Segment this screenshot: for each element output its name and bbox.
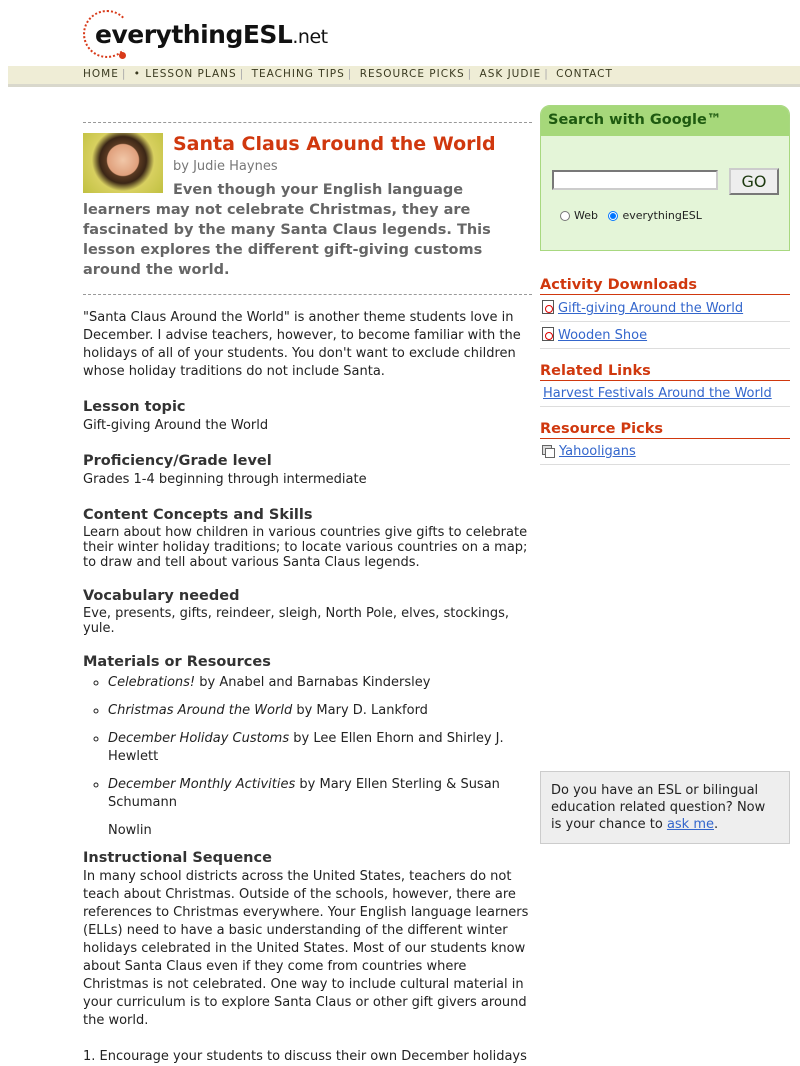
heading: Content Concepts and Skills bbox=[83, 507, 313, 523]
intro: Even though your English language learners may not celebrate Christmas, they are fascinated by the many Santa Claus legends. This lesson explores the different gift-giving customs around the world. bbox=[83, 182, 491, 278]
divider bbox=[83, 294, 532, 295]
main-nav: HOME | • LESSON PLANS | TEACHING TIPS | RESOURCE PICKS | ASK JUDIE | CONTACT bbox=[8, 66, 800, 87]
text: Eve, presents, gifts, reindeer, sleigh, North Pole, elves, stockings, yule. bbox=[83, 606, 510, 636]
site-logo[interactable]: everythingESL.net bbox=[83, 8, 303, 58]
heading: Vocabulary needed bbox=[83, 588, 240, 604]
text: Grades 1-4 beginning through intermediate bbox=[83, 472, 367, 487]
related-heading: Related Links bbox=[540, 363, 790, 381]
pick-link[interactable]: Yahooligans bbox=[559, 444, 636, 459]
page-title: Santa Claus Around the World bbox=[173, 133, 496, 155]
search-input[interactable] bbox=[552, 170, 718, 190]
paragraph: "Santa Claus Around the World" is another theme students love in December. I advise teachers, however, to become familiar with the holidays of all of your students. You don't want to exclude children whose holiday traditions do not include Santa. bbox=[83, 310, 521, 379]
nav-resource-picks[interactable]: RESOURCE PICKS bbox=[359, 68, 465, 80]
list-item: ◦ December Monthly Activities by Mary Ellen Sterling & Susan Schumann bbox=[108, 776, 532, 812]
heading: Lesson topic bbox=[83, 399, 186, 415]
text: Learn about how children in various countries give gifts to celebrate their winter holiday traditions; to locate various countries on a map; to draw and tell about various Santa Claus legends. bbox=[83, 525, 528, 570]
go-button[interactable]: GO bbox=[729, 168, 779, 195]
heading: Instructional Sequence bbox=[83, 850, 272, 866]
search-title: Search with Google™ bbox=[541, 106, 789, 136]
heading: Materials or Resources bbox=[83, 654, 271, 670]
downloads-heading: Activity Downloads bbox=[540, 277, 790, 295]
article bbox=[83, 122, 532, 1066]
ask-me-link[interactable]: ask me bbox=[666, 817, 714, 832]
list-item: ◦ December Holiday Customs by Lee Ellen Ehorn and Shirley J. Hewlett bbox=[108, 730, 532, 766]
google-search-box: Search with Google™ GO Web everythingESL bbox=[540, 105, 790, 251]
radio-everythingesl[interactable] bbox=[608, 211, 618, 221]
pdf-icon bbox=[542, 300, 554, 314]
nav-teaching-tips[interactable]: TEACHING TIPS bbox=[251, 68, 345, 80]
nav-ask-judie[interactable]: ASK JUDIE bbox=[479, 68, 542, 80]
sidebar bbox=[540, 105, 790, 465]
download-link[interactable]: Gift-giving Around the World bbox=[558, 301, 744, 316]
radio-web[interactable] bbox=[560, 211, 570, 221]
nav-home[interactable]: HOME bbox=[83, 68, 119, 80]
list-item: ◦ Christmas Around the World by Mary D. Lankford bbox=[108, 702, 532, 720]
heading: Proficiency/Grade level bbox=[83, 453, 272, 469]
nav-lesson-plans[interactable]: • LESSON PLANS bbox=[133, 68, 237, 80]
download-link[interactable]: Wooden Shoe bbox=[558, 328, 648, 343]
window-icon bbox=[542, 445, 554, 457]
nav-contact[interactable]: CONTACT bbox=[556, 68, 613, 80]
ask-box: Do you have an ESL or bilingual education related question? Now is your chance to ask me. bbox=[540, 771, 790, 844]
author-photo bbox=[83, 133, 163, 193]
pdf-icon bbox=[542, 327, 554, 341]
related-link[interactable]: Harvest Festivals Around the World bbox=[543, 386, 772, 401]
text: In many school districts across the United States, teachers do not teach about Christmas. Outside of the schools, however, there are references to Christmas everywhere. Your English language learners (ELLs) need to have a basic understanding of the different winter holidays celebrated in the United States. Most of our students know about Santa Claus even if they come from countries where Christmas is not celebrated. One way to include cultural material in your curriculum is to explore Santa Claus or other gift givers around the world. bbox=[83, 869, 529, 1028]
list-item: ◦ Celebrations! by Anabel and Barnabas Kindersley bbox=[108, 674, 532, 692]
list-item: Nowlin bbox=[108, 823, 152, 838]
author: by Judie Haynes bbox=[173, 159, 278, 174]
text: 1. Encourage your students to discuss their own December holidays bbox=[83, 1049, 527, 1064]
picks-heading: Resource Picks bbox=[540, 421, 790, 439]
materials-list bbox=[83, 674, 532, 840]
text: Gift-giving Around the World bbox=[83, 418, 269, 433]
